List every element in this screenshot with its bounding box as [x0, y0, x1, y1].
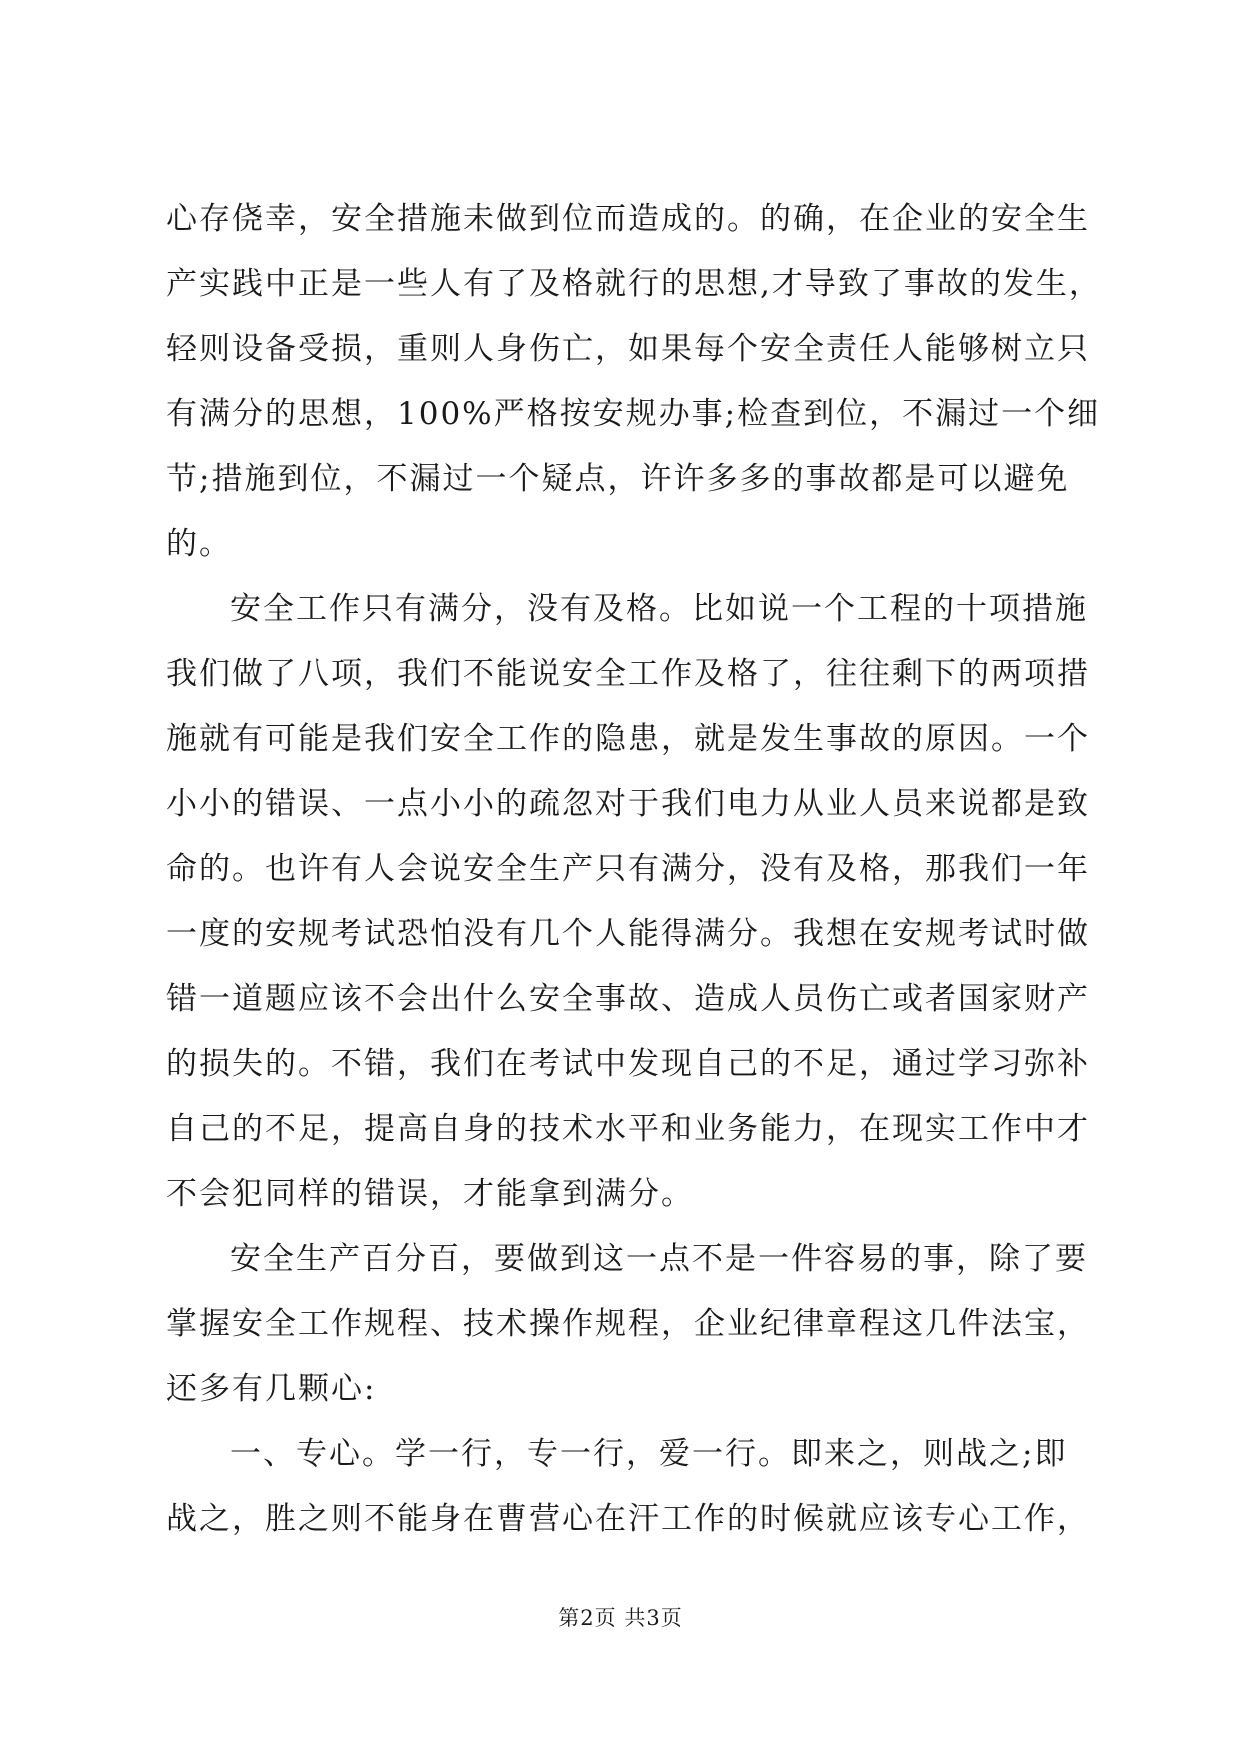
paragraph-first-line: 一、专心。学一行，专一行，爱一行。即来之，则战之;即: [230, 1436, 1068, 1472]
text-line: 有满分的思想，100%严格按安规办事;检查到位，不漏过一个细: [166, 396, 1101, 432]
text-line: 不会犯同样的错误，才能拿到满分。: [166, 1176, 694, 1212]
text-line: 自己的不足，提高自身的技术水平和业务能力，在现实工作中才: [166, 1111, 1090, 1147]
text-line: 命的。也许有人会说安全生产只有满分，没有及格，那我们一年: [166, 851, 1090, 887]
text-line: 战之，胜之则不能身在曹营心在汗工作的时候就应该专心工作，: [166, 1501, 1090, 1537]
paragraph-first-line: 安全工作只有满分，没有及格。比如说一个工程的十项措施: [230, 591, 1088, 627]
text-line: 我们做了八项，我们不能说安全工作及格了，往往剩下的两项措: [166, 656, 1090, 692]
text-line: 的损失的。不错，我们在考试中发现自己的不足，通过学习弥补: [166, 1046, 1090, 1082]
text-line: 轻则设备受损，重则人身伤亡，如果每个安全责任人能够树立只: [166, 331, 1090, 367]
text-line: 的。: [166, 526, 232, 562]
text-line: 小小的错误、一点小小的疏忽对于我们电力从业人员来说都是致: [166, 786, 1090, 822]
text-line: 错一道题应该不会出什么安全事故、造成人员伤亡或者国家财产: [166, 981, 1090, 1017]
text-line: 心存侥幸，安全措施未做到位而造成的。的确，在企业的安全生: [166, 201, 1090, 237]
text-line: 节;措施到位，不漏过一个疑点，许许多多的事故都是可以避免: [166, 461, 1070, 497]
text-line: 一度的安规考试恐怕没有几个人能得满分。我想在安规考试时做: [166, 916, 1090, 952]
text-line: 施就有可能是我们安全工作的隐患，就是发生事故的原因。一个: [166, 721, 1090, 757]
paragraph-first-line: 安全生产百分百，要做到这一点不是一件容易的事，除了要: [230, 1241, 1088, 1277]
page-number-footer: 第2页 共3页: [558, 1606, 683, 1630]
text-line: 产实践中正是一些人有了及格就行的思想,才导致了事故的发生，: [166, 266, 1102, 302]
text-line: 还多有几颗心:: [166, 1371, 377, 1407]
text-line: 掌握安全工作规程、技术操作规程，企业纪律章程这几件法宝，: [166, 1306, 1090, 1342]
